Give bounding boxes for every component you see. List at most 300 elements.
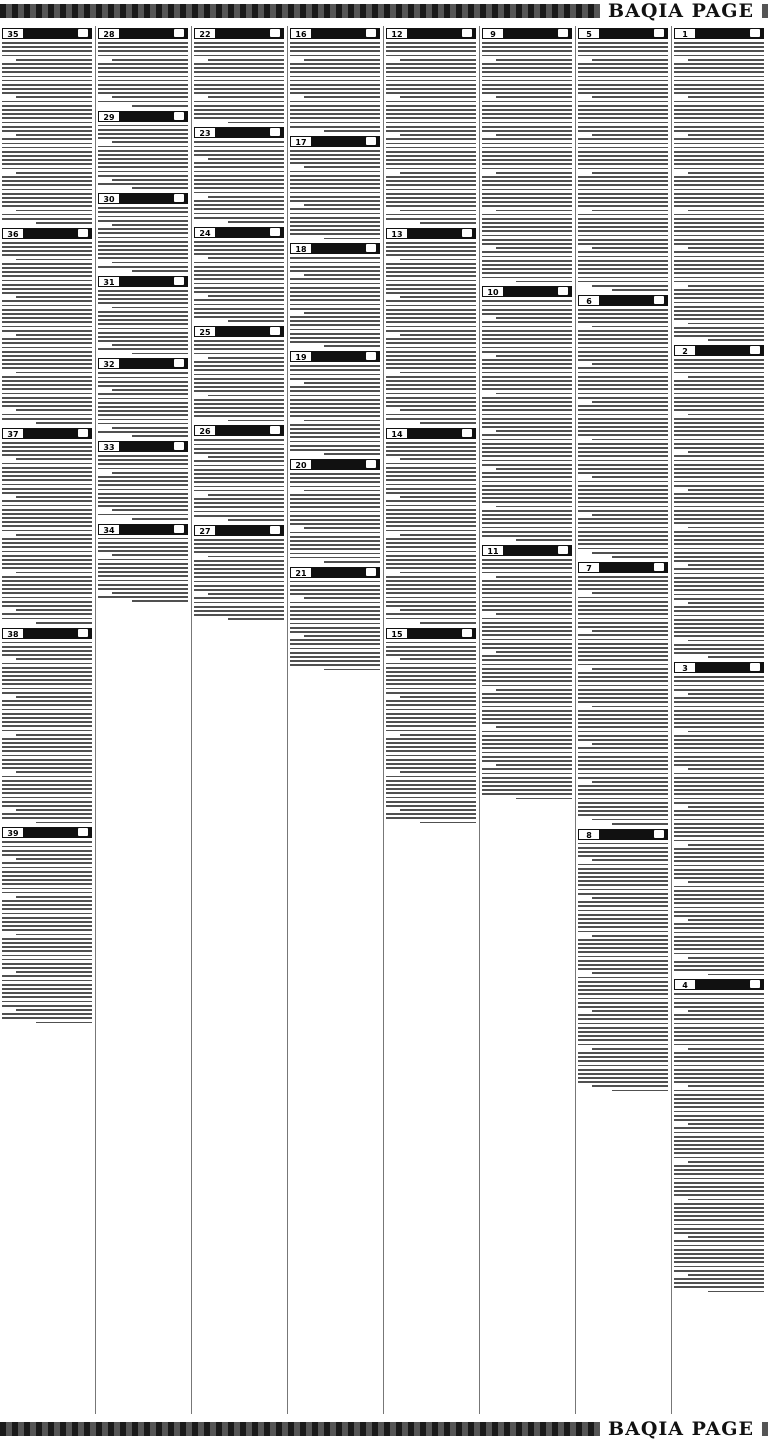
text-line bbox=[592, 210, 668, 212]
text-line bbox=[386, 654, 476, 656]
text-line bbox=[674, 589, 764, 591]
text-line bbox=[98, 584, 188, 586]
text-line bbox=[386, 414, 476, 416]
story-header-tag bbox=[270, 228, 280, 236]
text-line bbox=[2, 67, 92, 69]
text-line bbox=[2, 996, 92, 998]
text-line bbox=[482, 785, 572, 787]
story-header-tag bbox=[78, 29, 88, 37]
text-line bbox=[674, 743, 764, 745]
text-line bbox=[482, 773, 572, 775]
text-line bbox=[482, 309, 572, 311]
text-line bbox=[2, 254, 92, 256]
text-line bbox=[674, 434, 764, 436]
text-line bbox=[674, 726, 764, 728]
text-line bbox=[290, 101, 380, 103]
text-line bbox=[16, 971, 92, 973]
text-line bbox=[482, 272, 572, 274]
text-line bbox=[674, 802, 764, 804]
text-line bbox=[674, 948, 764, 950]
text-line bbox=[2, 908, 92, 910]
text-line bbox=[674, 722, 764, 724]
story-header bbox=[386, 28, 476, 39]
text-line bbox=[578, 943, 668, 945]
text-line bbox=[578, 597, 668, 599]
text-line bbox=[386, 418, 476, 420]
text-line bbox=[578, 447, 668, 449]
text-line bbox=[688, 1274, 764, 1276]
text-line bbox=[482, 251, 572, 253]
text-line bbox=[290, 585, 380, 587]
story-number: 21 bbox=[290, 567, 312, 578]
news-story bbox=[2, 827, 92, 1023]
text-line bbox=[592, 706, 668, 708]
text-line bbox=[98, 377, 188, 379]
story-header bbox=[194, 425, 284, 436]
text-line bbox=[386, 130, 476, 132]
text-line bbox=[2, 92, 92, 94]
text-line bbox=[228, 618, 284, 620]
text-line bbox=[674, 961, 764, 963]
text-line bbox=[400, 334, 476, 336]
text-line bbox=[688, 527, 764, 529]
text-line bbox=[578, 789, 668, 791]
news-story bbox=[2, 28, 92, 224]
text-line bbox=[194, 262, 284, 264]
text-line bbox=[98, 336, 188, 338]
text-line bbox=[290, 71, 380, 73]
news-story bbox=[98, 276, 188, 355]
text-line bbox=[482, 647, 572, 649]
text-line bbox=[2, 801, 92, 803]
text-line bbox=[578, 63, 668, 65]
text-line bbox=[674, 886, 764, 888]
text-line bbox=[688, 285, 764, 287]
text-line bbox=[578, 922, 668, 924]
text-line bbox=[482, 588, 572, 590]
text-line bbox=[482, 793, 572, 795]
text-line bbox=[98, 493, 188, 495]
text-line bbox=[674, 1115, 764, 1117]
text-line bbox=[386, 201, 476, 203]
story-number: 22 bbox=[194, 28, 216, 39]
text-line bbox=[482, 101, 572, 103]
text-line bbox=[194, 448, 284, 450]
text-line bbox=[290, 436, 380, 438]
text-line bbox=[386, 721, 476, 723]
text-line bbox=[482, 460, 572, 462]
text-line bbox=[304, 59, 380, 61]
text-line bbox=[2, 642, 92, 644]
text-line bbox=[290, 287, 380, 289]
text-line bbox=[290, 200, 380, 202]
text-line bbox=[2, 683, 92, 685]
text-line bbox=[304, 204, 380, 206]
text-line bbox=[386, 280, 476, 282]
text-line bbox=[674, 1039, 764, 1041]
text-line bbox=[578, 655, 668, 657]
story-number: 36 bbox=[2, 228, 24, 239]
text-line bbox=[194, 348, 284, 350]
text-line bbox=[290, 656, 380, 658]
text-line bbox=[578, 580, 668, 582]
text-line bbox=[482, 464, 572, 466]
text-line bbox=[592, 630, 668, 632]
text-line bbox=[674, 1102, 764, 1104]
text-line bbox=[578, 993, 668, 995]
text-line bbox=[16, 609, 92, 611]
text-line bbox=[482, 639, 572, 641]
text-line bbox=[2, 359, 92, 361]
news-column bbox=[2, 26, 92, 1414]
text-line bbox=[290, 432, 380, 434]
text-line bbox=[194, 175, 284, 177]
text-line bbox=[496, 576, 572, 578]
text-line bbox=[674, 810, 764, 812]
story-header-tag bbox=[270, 128, 280, 136]
text-line bbox=[2, 975, 92, 977]
text-line bbox=[674, 644, 764, 646]
text-line bbox=[578, 50, 668, 52]
text-line bbox=[16, 534, 92, 536]
story-number: 23 bbox=[194, 127, 216, 138]
text-line bbox=[592, 285, 668, 287]
text-line bbox=[482, 159, 572, 161]
text-line bbox=[98, 50, 188, 52]
text-line bbox=[386, 147, 476, 149]
text-line bbox=[194, 88, 284, 90]
text-line bbox=[194, 469, 284, 471]
text-line bbox=[674, 535, 764, 537]
story-header-bar bbox=[24, 28, 92, 39]
text-line bbox=[674, 310, 764, 312]
story-number: 26 bbox=[194, 425, 216, 436]
text-line bbox=[578, 756, 668, 758]
text-line bbox=[194, 585, 284, 587]
text-line bbox=[674, 388, 764, 390]
text-line bbox=[578, 893, 668, 895]
text-line bbox=[2, 917, 92, 919]
text-line bbox=[290, 581, 380, 583]
text-line bbox=[578, 451, 668, 453]
text-line bbox=[98, 55, 188, 57]
text-line bbox=[2, 500, 92, 502]
text-line bbox=[674, 819, 764, 821]
story-number: 28 bbox=[98, 28, 120, 39]
story-header-bar bbox=[120, 111, 188, 122]
text-line bbox=[290, 171, 380, 173]
story-header-tag bbox=[750, 29, 760, 37]
text-line bbox=[674, 193, 764, 195]
text-line bbox=[16, 458, 92, 460]
text-line bbox=[290, 519, 380, 521]
text-line bbox=[98, 253, 188, 255]
text-line bbox=[578, 1023, 668, 1025]
news-story bbox=[194, 425, 284, 520]
news-story bbox=[2, 628, 92, 824]
text-line bbox=[386, 42, 476, 44]
text-line bbox=[674, 293, 764, 295]
text-line bbox=[420, 222, 476, 224]
text-line bbox=[194, 200, 284, 202]
text-line bbox=[194, 399, 284, 401]
text-line bbox=[578, 405, 668, 407]
story-number: 6 bbox=[578, 295, 600, 306]
text-line bbox=[2, 984, 92, 986]
text-line bbox=[386, 500, 476, 502]
text-line bbox=[290, 540, 380, 542]
text-line bbox=[578, 543, 668, 545]
story-header-tag bbox=[174, 442, 184, 450]
text-line bbox=[482, 214, 572, 216]
story-header-tag bbox=[270, 327, 280, 335]
text-line bbox=[2, 597, 92, 599]
text-line bbox=[578, 67, 668, 69]
text-line bbox=[2, 218, 92, 220]
text-line bbox=[98, 431, 188, 433]
text-line bbox=[194, 477, 284, 479]
text-line bbox=[674, 430, 764, 432]
text-line bbox=[578, 977, 668, 979]
news-story bbox=[290, 243, 380, 347]
text-line bbox=[482, 338, 572, 340]
text-line bbox=[482, 710, 572, 712]
text-line bbox=[386, 738, 476, 740]
text-line bbox=[2, 88, 92, 90]
text-line bbox=[386, 50, 476, 52]
text-line bbox=[208, 295, 284, 297]
story-header-tag bbox=[366, 29, 376, 37]
text-line bbox=[386, 542, 476, 544]
text-line bbox=[290, 652, 380, 654]
text-line bbox=[674, 510, 764, 512]
text-line bbox=[98, 571, 188, 573]
text-line bbox=[194, 183, 284, 185]
text-line bbox=[290, 337, 380, 339]
text-line bbox=[2, 883, 92, 885]
text-line bbox=[194, 109, 284, 111]
text-line bbox=[386, 84, 476, 86]
text-line bbox=[290, 217, 380, 219]
text-line bbox=[674, 117, 764, 119]
text-line bbox=[98, 245, 188, 247]
text-line bbox=[592, 859, 668, 861]
story-header-bar bbox=[216, 326, 284, 337]
text-line bbox=[304, 527, 380, 529]
text-line bbox=[112, 262, 188, 264]
text-line bbox=[674, 272, 764, 274]
text-line bbox=[98, 290, 188, 292]
story-header-bar bbox=[312, 28, 380, 39]
text-line bbox=[482, 493, 572, 495]
text-line bbox=[674, 697, 764, 699]
story-header bbox=[290, 459, 380, 470]
text-line bbox=[2, 788, 92, 790]
text-line bbox=[592, 972, 668, 974]
text-line bbox=[578, 42, 668, 44]
text-line bbox=[194, 204, 284, 206]
text-line bbox=[496, 468, 572, 470]
text-line bbox=[578, 960, 668, 962]
text-line bbox=[290, 113, 380, 115]
text-line bbox=[2, 189, 92, 191]
text-line bbox=[2, 471, 92, 473]
text-line bbox=[482, 422, 572, 424]
text-line bbox=[578, 138, 668, 140]
text-line bbox=[578, 1056, 668, 1058]
text-line bbox=[578, 506, 668, 508]
text-line bbox=[578, 918, 668, 920]
text-line bbox=[482, 372, 572, 374]
text-line bbox=[194, 411, 284, 413]
text-line bbox=[400, 409, 476, 411]
text-line bbox=[578, 964, 668, 966]
text-line bbox=[482, 777, 572, 779]
text-line bbox=[482, 42, 572, 44]
text-line bbox=[674, 197, 764, 199]
text-line bbox=[674, 953, 764, 955]
text-line bbox=[228, 420, 284, 422]
text-line bbox=[674, 506, 764, 508]
text-line bbox=[2, 267, 92, 269]
text-line bbox=[208, 357, 284, 359]
text-line bbox=[688, 1161, 764, 1163]
text-line bbox=[2, 717, 92, 719]
text-line bbox=[482, 559, 572, 561]
text-line bbox=[386, 384, 476, 386]
text-line bbox=[2, 1001, 92, 1003]
story-header bbox=[674, 345, 764, 356]
text-line bbox=[674, 239, 764, 241]
text-line bbox=[98, 241, 188, 243]
text-line bbox=[578, 321, 668, 323]
text-line bbox=[612, 556, 668, 558]
text-line bbox=[674, 927, 764, 929]
text-line bbox=[578, 1014, 668, 1016]
text-line bbox=[674, 497, 764, 499]
text-line bbox=[482, 326, 572, 328]
text-line bbox=[290, 449, 380, 451]
text-line bbox=[290, 627, 380, 629]
text-line bbox=[290, 291, 380, 293]
text-line bbox=[674, 714, 764, 716]
text-line bbox=[674, 297, 764, 299]
text-line bbox=[2, 300, 92, 302]
text-line bbox=[578, 535, 668, 537]
text-line bbox=[290, 532, 380, 534]
news-story bbox=[674, 662, 764, 975]
text-line bbox=[194, 50, 284, 52]
text-line bbox=[386, 700, 476, 702]
text-line bbox=[2, 309, 92, 311]
text-line bbox=[290, 304, 380, 306]
text-line bbox=[688, 731, 764, 733]
text-line bbox=[674, 573, 764, 575]
text-line bbox=[578, 313, 668, 315]
text-line bbox=[578, 798, 668, 800]
text-line bbox=[386, 284, 476, 286]
text-line bbox=[16, 496, 92, 498]
text-line bbox=[482, 685, 572, 687]
story-header-tag bbox=[558, 29, 568, 37]
text-line bbox=[16, 409, 92, 411]
text-line bbox=[578, 430, 668, 432]
text-line bbox=[386, 750, 476, 752]
news-column bbox=[194, 26, 284, 1414]
text-line bbox=[304, 312, 380, 314]
story-number: 12 bbox=[386, 28, 408, 39]
text-line bbox=[482, 235, 572, 237]
text-line bbox=[674, 752, 764, 754]
text-line bbox=[674, 1245, 764, 1247]
text-line bbox=[482, 501, 572, 503]
text-line bbox=[2, 530, 92, 532]
story-number: 15 bbox=[386, 628, 408, 639]
text-line bbox=[482, 634, 572, 636]
text-line bbox=[386, 214, 476, 216]
text-line bbox=[2, 55, 92, 57]
text-line bbox=[578, 239, 668, 241]
text-line bbox=[386, 517, 476, 519]
text-line bbox=[578, 951, 668, 953]
text-line bbox=[674, 409, 764, 411]
text-line bbox=[578, 701, 668, 703]
text-line bbox=[578, 659, 668, 661]
text-line bbox=[36, 822, 92, 824]
text-line bbox=[98, 319, 188, 321]
text-line bbox=[2, 342, 92, 344]
text-line bbox=[482, 622, 572, 624]
text-line bbox=[482, 655, 572, 657]
text-line bbox=[674, 890, 764, 892]
story-header-tag bbox=[654, 29, 664, 37]
text-line bbox=[194, 576, 284, 578]
text-line bbox=[2, 288, 92, 290]
text-line bbox=[2, 888, 92, 890]
text-line bbox=[2, 384, 92, 386]
text-line bbox=[194, 365, 284, 367]
text-line bbox=[578, 1065, 668, 1067]
text-line bbox=[578, 905, 668, 907]
story-header bbox=[98, 358, 188, 369]
text-line bbox=[98, 158, 188, 160]
text-line bbox=[674, 852, 764, 854]
text-line bbox=[578, 464, 668, 466]
text-line bbox=[482, 664, 572, 666]
story-number: 5 bbox=[578, 28, 600, 39]
text-line bbox=[482, 618, 572, 620]
text-line bbox=[578, 443, 668, 445]
text-line bbox=[578, 130, 668, 132]
news-story bbox=[98, 441, 188, 520]
text-line bbox=[578, 843, 668, 845]
text-line bbox=[304, 274, 380, 276]
text-line bbox=[578, 434, 668, 436]
text-line bbox=[98, 249, 188, 251]
text-line bbox=[578, 489, 668, 491]
text-line bbox=[386, 151, 476, 153]
text-line bbox=[674, 877, 764, 879]
text-line bbox=[674, 969, 764, 971]
text-line bbox=[400, 534, 476, 536]
text-line bbox=[482, 277, 572, 279]
text-line bbox=[674, 384, 764, 386]
text-line bbox=[2, 405, 92, 407]
text-line bbox=[2, 959, 92, 961]
text-line bbox=[112, 59, 188, 61]
text-line bbox=[290, 316, 380, 318]
text-line bbox=[674, 831, 764, 833]
